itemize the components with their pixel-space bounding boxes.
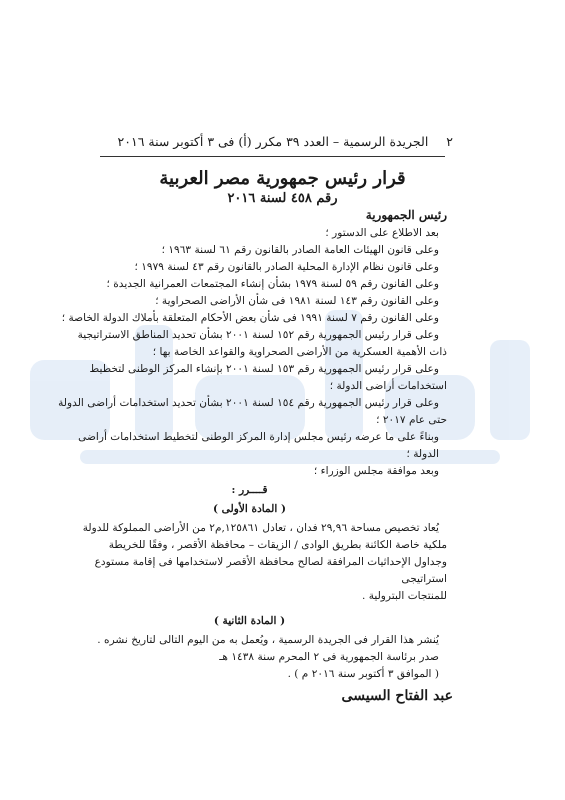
- article-1-line: للمنتجات البترولية .: [361, 590, 447, 602]
- header-rule: [100, 156, 445, 157]
- article-2-heading: ( المادة الثانية ): [213, 615, 286, 627]
- preamble-line: وعلى قرار رئيس الجمهورية رقم ١٥٢ لسنة ٢٠٠١ بشأن تحديد المناطق الاستراتيجية: [77, 329, 439, 341]
- preamble-line: استخدامات أراضى الدولة ؛: [329, 380, 447, 392]
- issued-date-line: ( الموافق ٣ أكتوبر سنة ٢٠١٦ م ) .: [287, 668, 439, 680]
- preamble-line: وبناءً على ما عرضه رئيس مجلس إدارة المركز الوطنى لتخطيط استخدامات أراضى الدولة ؛: [78, 431, 439, 460]
- gazette-issue-line: الجريدة الرسمية – العدد ٣٩ مكرر (أ) فى ٣ أكتوبر سنة ٢٠١٦: [117, 134, 429, 149]
- decree-number: رقم ٤٥٨ لسنة ٢٠١٦: [227, 191, 338, 206]
- article-1-line: وجداول الإحداثيات المرافقة لصالح محافظة الأقصر لاستخدامها فى إقامة مستودع استراتيجى: [94, 556, 447, 585]
- preamble-line: ذات الأهمية العسكرية من الأراضى الصحراوية والقواعد الخاصة بها ؛: [152, 346, 447, 358]
- preamble-line: وعلى قرار رئيس الجمهورية رقم ١٥٤ لسنة ٢٠٠١ بشأن تحديد استخدامات أراضى الدولة: [58, 397, 439, 409]
- decree-body: [52, 207, 447, 683]
- president-heading: رئيس الجمهورية: [365, 208, 447, 222]
- preamble-line: وعلى قرار رئيس الجمهورية رقم ١٥٣ لسنة ٢٠٠١ بإنشاء المركز الوطنى لتخطيط: [89, 363, 439, 375]
- preamble-line: حتى عام ٢٠١٧ ؛: [376, 414, 447, 426]
- issued-line: صدر برئاسة الجمهورية فى ٢ المحرم سنة ١٤٣٨ هـ: [219, 651, 439, 663]
- preamble-line: وعلى القانون رقم ٧ لسنة ١٩٩١ فى شأن بعض الأحكام المتعلقة بأملاك الدولة الخاصة ؛: [61, 312, 439, 324]
- preamble-line: وعلى قانون الهيئات العامة الصادر بالقانون رقم ٦١ لسنة ١٩٦٣ ؛: [161, 244, 439, 256]
- preamble-line: بعد الاطلاع على الدستور ؛: [325, 227, 439, 239]
- page-header: [118, 134, 453, 149]
- president-signature: عبد الفتاح السيسى: [341, 688, 453, 704]
- article-1-line: يُعاد تخصيص مساحة ٢٩,٩٦ فدان ، تعادل ١٢٥٨٦١,م٢ من الأراضى المملوكة للدولة: [82, 522, 439, 534]
- article-1-heading: ( المادة الأولى ): [212, 503, 287, 515]
- preamble-line: وبعد موافقة مجلس الوزراء ؛: [313, 465, 439, 477]
- preamble-line: وعلى قانون نظام الإدارة المحلية الصادر بالقانون رقم ٤٣ لسنة ١٩٧٩ ؛: [134, 261, 439, 273]
- decree-title: قرار رئيس جمهورية مصر العربية: [159, 168, 406, 189]
- preamble-line: وعلى القانون رقم ٥٩ لسنة ١٩٧٩ بشأن إنشاء المجتمعات العمرانية الجديدة ؛: [106, 278, 439, 290]
- article-1-line: ملكية خاصة الكائنة بطريق الوادى / الزيقات – محافظة الأقصر ، وفقًا للخريطة: [108, 539, 447, 551]
- page-number: ٢: [446, 134, 453, 149]
- preamble-line: وعلى القانون رقم ١٤٣ لسنة ١٩٨١ فى شأن الأراضى الصحراوية ؛: [155, 295, 439, 307]
- decided-heading: قــــرر :: [231, 484, 268, 496]
- article-2-line: يُنشر هذا القرار فى الجريدة الرسمية ، ويُعمل به من اليوم التالى لتاريخ نشره .: [97, 634, 439, 646]
